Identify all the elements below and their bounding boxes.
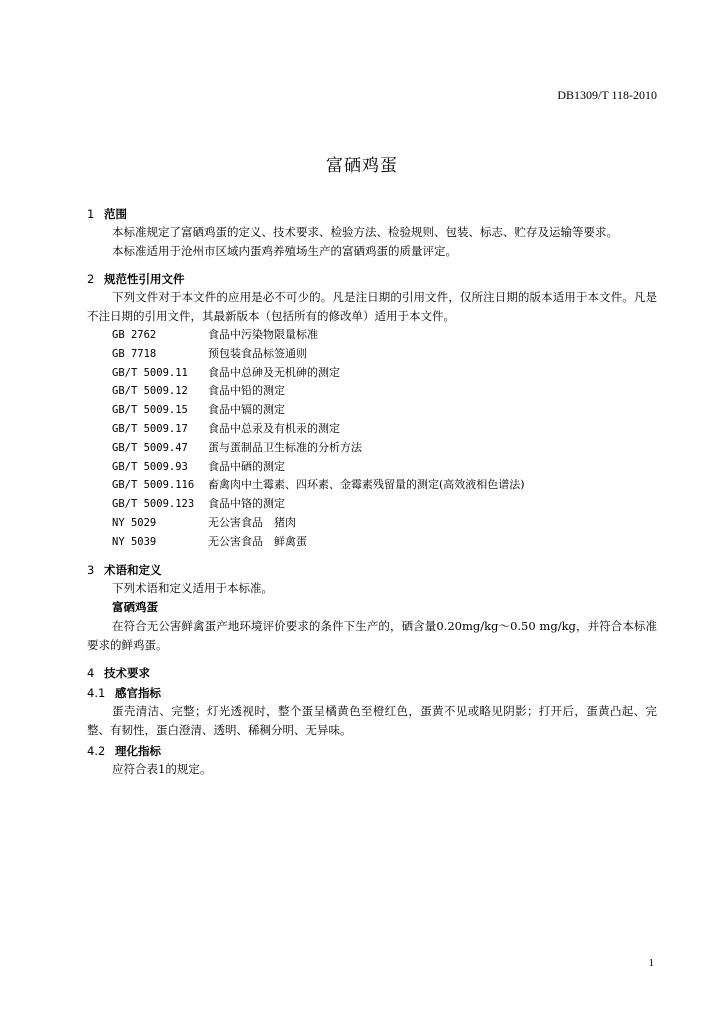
reference-item <box>87 533 657 552</box>
subsection-title: 感官指标 <box>115 685 161 700</box>
reference-code: NY 5029 <box>112 516 157 529</box>
standard-code: DB1309/T 118-2010 <box>557 88 657 102</box>
reference-code: GB 7718 <box>112 347 157 360</box>
reference-code: GB/T 5009.17 <box>112 422 188 435</box>
section-heading-tech <box>87 664 657 682</box>
document-body <box>87 205 657 779</box>
reference-title: 预包装食品标签通则 <box>208 346 307 360</box>
section-number: 3 <box>87 562 95 577</box>
physchem-text: 应符合表1的规定。 <box>112 761 212 776</box>
reference-code: NY 5039 <box>112 535 157 548</box>
reference-code: GB/T 5009.123 <box>112 498 195 511</box>
section-title: 技术要求 <box>104 665 150 680</box>
section-heading-normative <box>87 270 657 288</box>
document-title: 富硒鸡蛋 <box>326 156 398 176</box>
reference-list <box>87 326 657 552</box>
reference-item <box>87 458 657 477</box>
reference-title: 食品中铅的测定 <box>208 384 285 398</box>
terms-intro: 下列术语和定义适用于本标准。 <box>112 580 273 595</box>
subsection-heading-sensory <box>87 684 657 702</box>
subsection-heading-physchem <box>87 742 657 760</box>
subsection-number: 4.2 <box>87 743 106 758</box>
section-heading-terms <box>87 561 657 579</box>
section-heading-scope <box>87 205 657 223</box>
term-definition: 在符合无公害鲜禽蛋产地环境评价要求的条件下生产的，硒含量0.20mg/kg～0.50 mg/kg，并符合本标准要求的鲜鸡蛋。 <box>87 618 657 652</box>
reference-item <box>87 439 657 458</box>
reference-title: 食品中污染物限量标准 <box>208 328 318 341</box>
reference-title: 蛋与蛋制品卫生标准的分析方法 <box>208 440 362 454</box>
section-number: 4 <box>87 665 95 680</box>
reference-item <box>87 420 657 439</box>
subsection-title: 理化指标 <box>115 743 161 758</box>
section-title: 规范性引用文件 <box>104 272 185 286</box>
reference-code: GB/T 5009.15 <box>112 404 188 417</box>
reference-code: GB/T 5009.11 <box>112 366 188 379</box>
reference-title: 食品中铬的测定 <box>208 497 285 511</box>
term-name: 富硒鸡蛋 <box>112 599 158 614</box>
reference-title: 食品中总砷及无机砷的测定 <box>208 365 340 379</box>
subsection-number: 4.1 <box>87 685 106 700</box>
scope-paragraph: 本标准规定了富硒鸡蛋的定义、技术要求、检验方法、检验规则、包装、标志、贮存及运输等要求。 <box>112 225 618 239</box>
reference-title: 食品中镉的测定 <box>208 403 285 417</box>
reference-code: GB/T 5009.116 <box>112 479 195 492</box>
section-title: 范围 <box>104 207 127 221</box>
reference-item <box>87 514 657 533</box>
section-title: 术语和定义 <box>104 562 162 577</box>
page-number: 1 <box>648 957 654 969</box>
reference-title: 无公害食品 鲜禽蛋 <box>208 534 307 548</box>
reference-item <box>87 364 657 383</box>
reference-item <box>87 401 657 420</box>
reference-code: GB/T 5009.47 <box>112 441 188 454</box>
section-number: 2 <box>87 272 95 286</box>
reference-code: GB/T 5009.12 <box>112 385 188 398</box>
reference-title: 无公害食品 猪肉 <box>208 515 296 529</box>
scope-paragraph: 本标准适用于沧州市区域内蛋鸡养殖场生产的富硒鸡蛋的质量评定。 <box>112 244 457 258</box>
reference-item <box>87 476 657 495</box>
reference-title: 食品中总汞及有机汞的测定 <box>208 421 340 435</box>
reference-item <box>87 345 657 364</box>
reference-title: 畜禽肉中土霉素、四环素、金霉素残留量的测定(高效液相色谱法) <box>208 478 525 492</box>
sensory-text: 蛋壳清洁、完整；灯光透视时，整个蛋呈橘黄色至橙红色，蛋黄不见或略见阴影；打开后，蛋黄凸起、完整、有韧性，蛋白澄清、透明、稀稠分明、无异味。 <box>87 703 657 737</box>
reference-item <box>87 495 657 514</box>
reference-item <box>87 382 657 401</box>
reference-code: GB 2762 <box>112 329 157 341</box>
reference-code: GB/T 5009.93 <box>112 460 188 473</box>
reference-item <box>87 326 657 345</box>
normative-intro: 下列文件对于本文件的应用是必不可少的。凡是注日期的引用文件，仅所注日期的版本适用于本文件。凡是不注日期的引用文件，其最新版本（包括所有的修改单）适用于本文件。 <box>87 290 657 323</box>
reference-title: 食品中硒的测定 <box>208 459 285 473</box>
section-number: 1 <box>87 207 95 221</box>
